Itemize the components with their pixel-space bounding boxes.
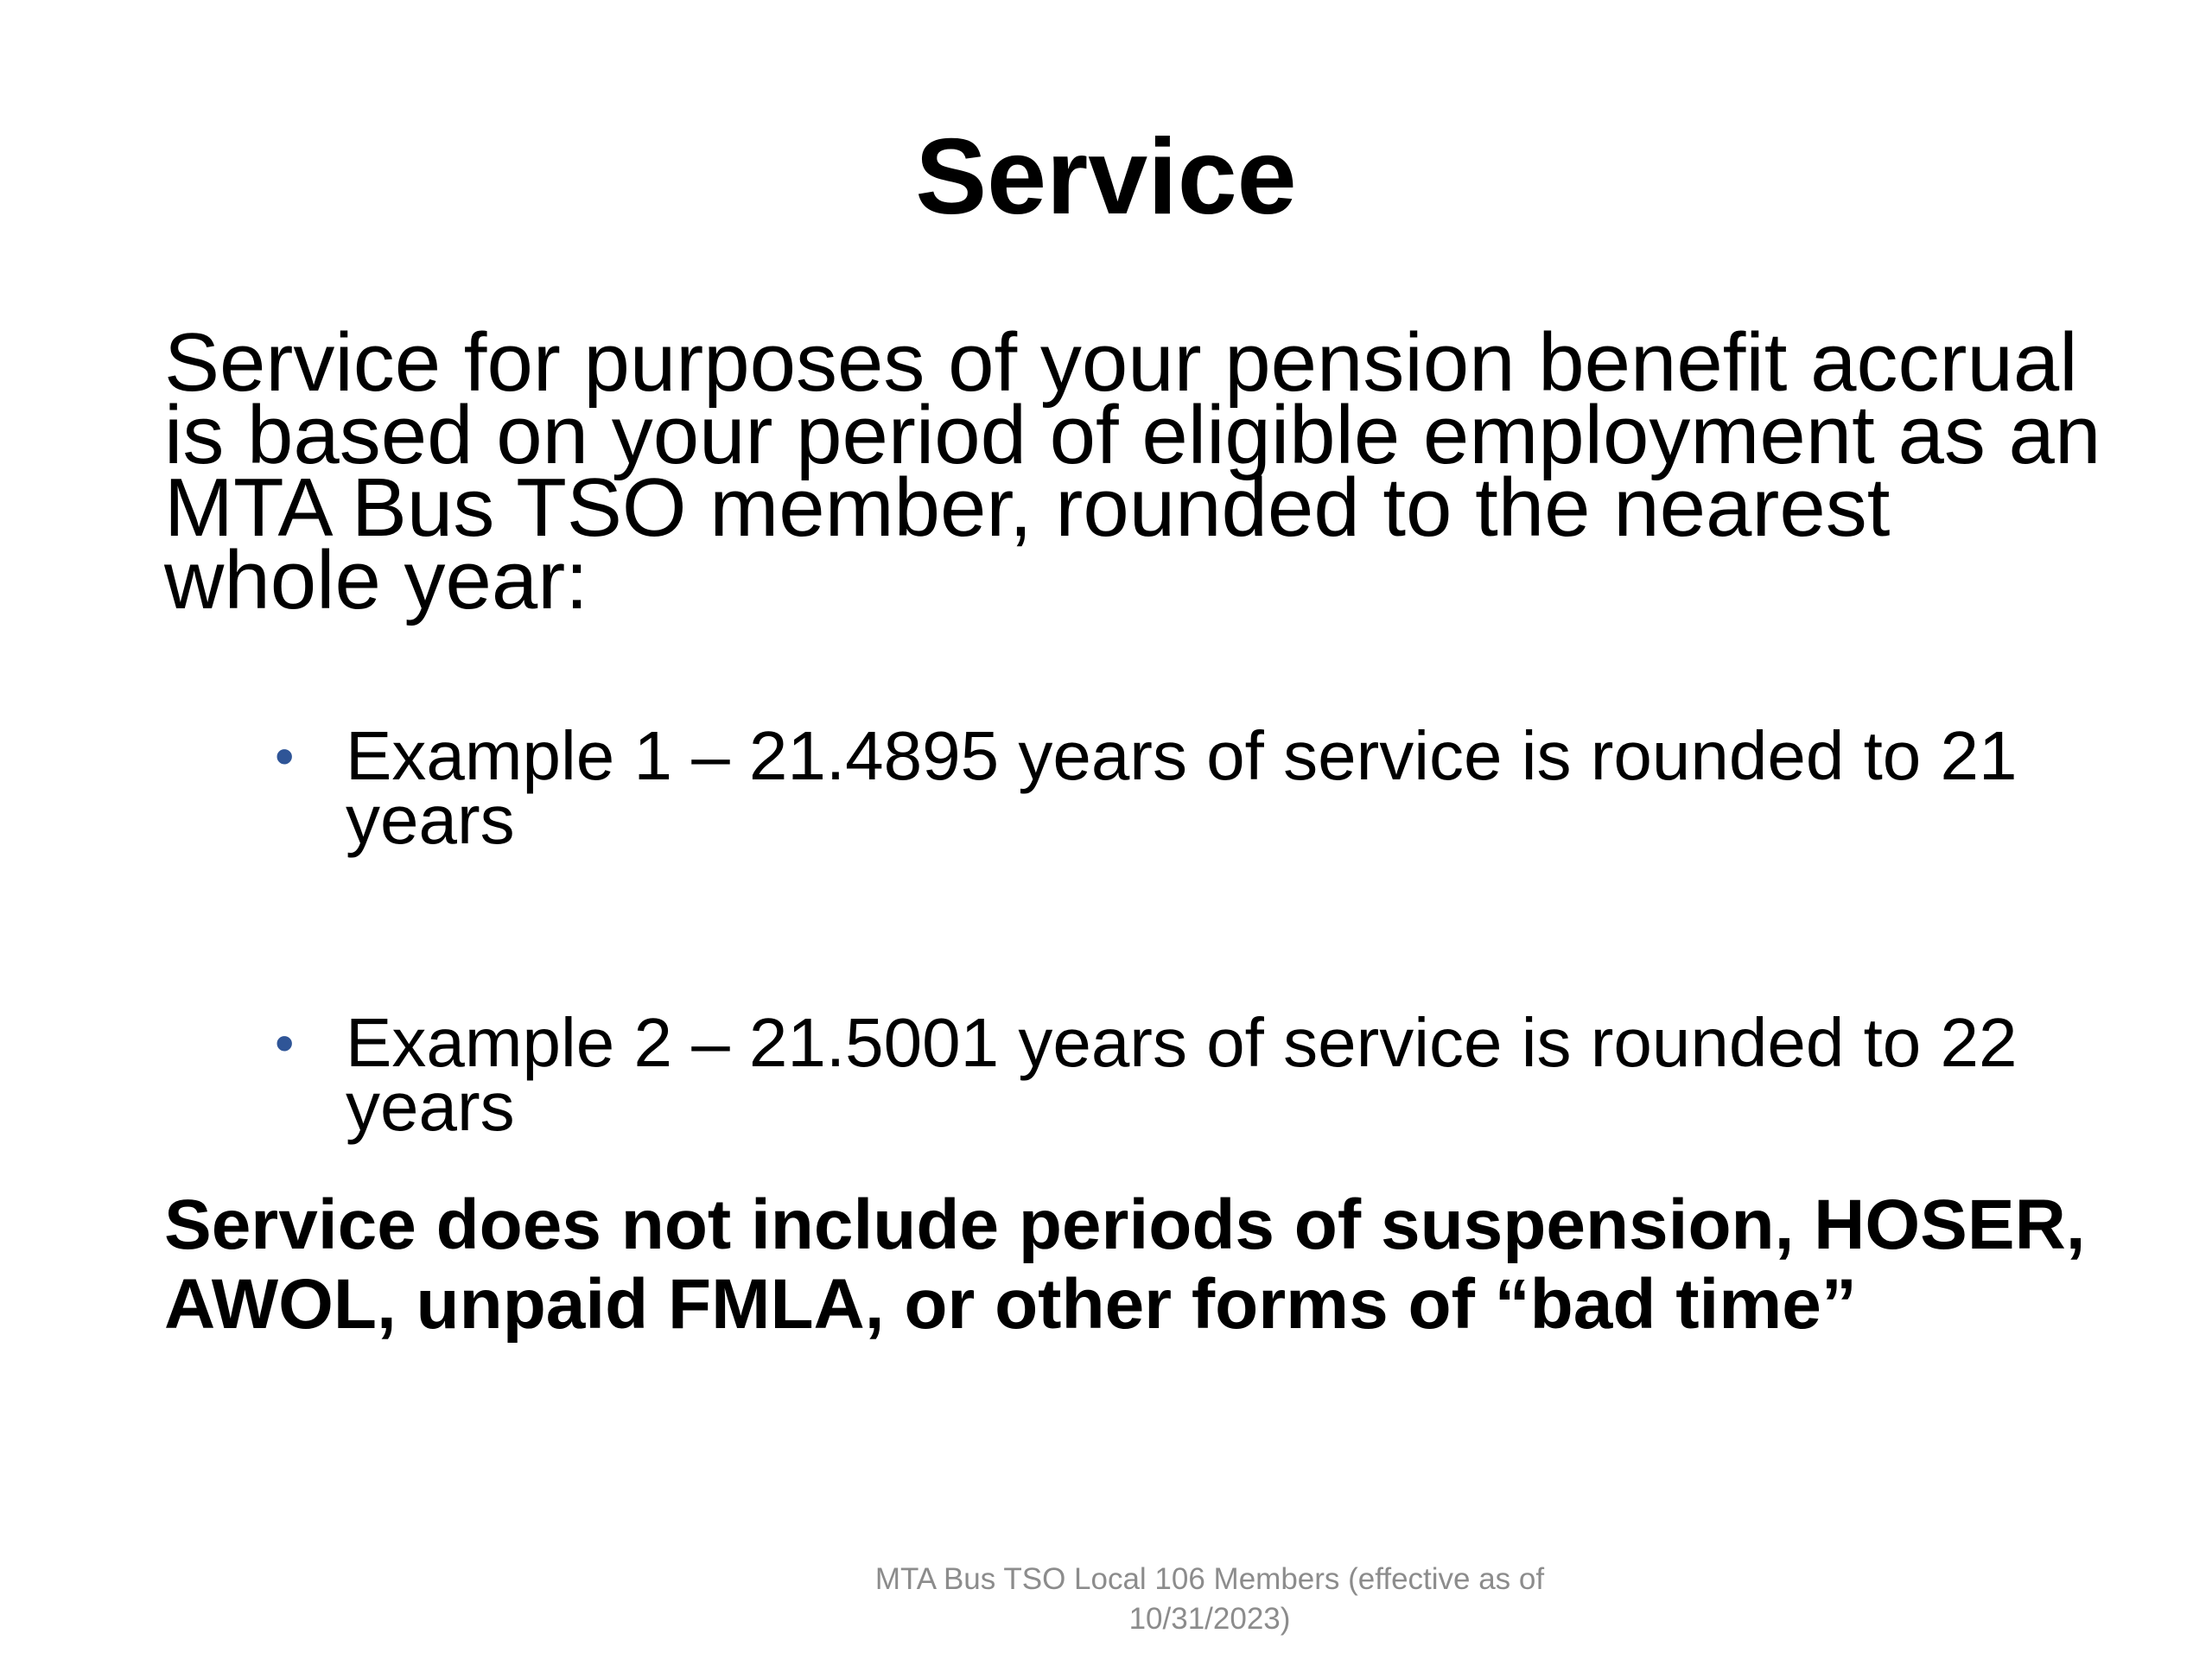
list-item [275,717,2133,858]
bad-time-note: Service does not include periods of suspension, HOSER, AWOL, unpaid FMLA, or other forms of “bad time” [164,1185,2086,1344]
slide-footer: MTA Bus TSO Local 106 Members (effective as of 10/31/2023) [874,1562,1545,1636]
example-2-text: Example 2 – 21.5001 years of service is rounded to 22 years [346,1004,2018,1145]
bullet-icon: • [275,725,295,787]
slide-title: Service [915,118,1297,237]
intro-paragraph: Service for purposes of your pension benefit accrual is based on your period of eligible employment as an MTA Bus TSO member, rounded to the nearest whole year: [164,316,2101,626]
bullet-icon: • [275,1012,295,1074]
example-1-text: Example 1 – 21.4895 years of service is rounded to 21 years [346,717,2018,858]
list-item [275,1004,2133,1145]
